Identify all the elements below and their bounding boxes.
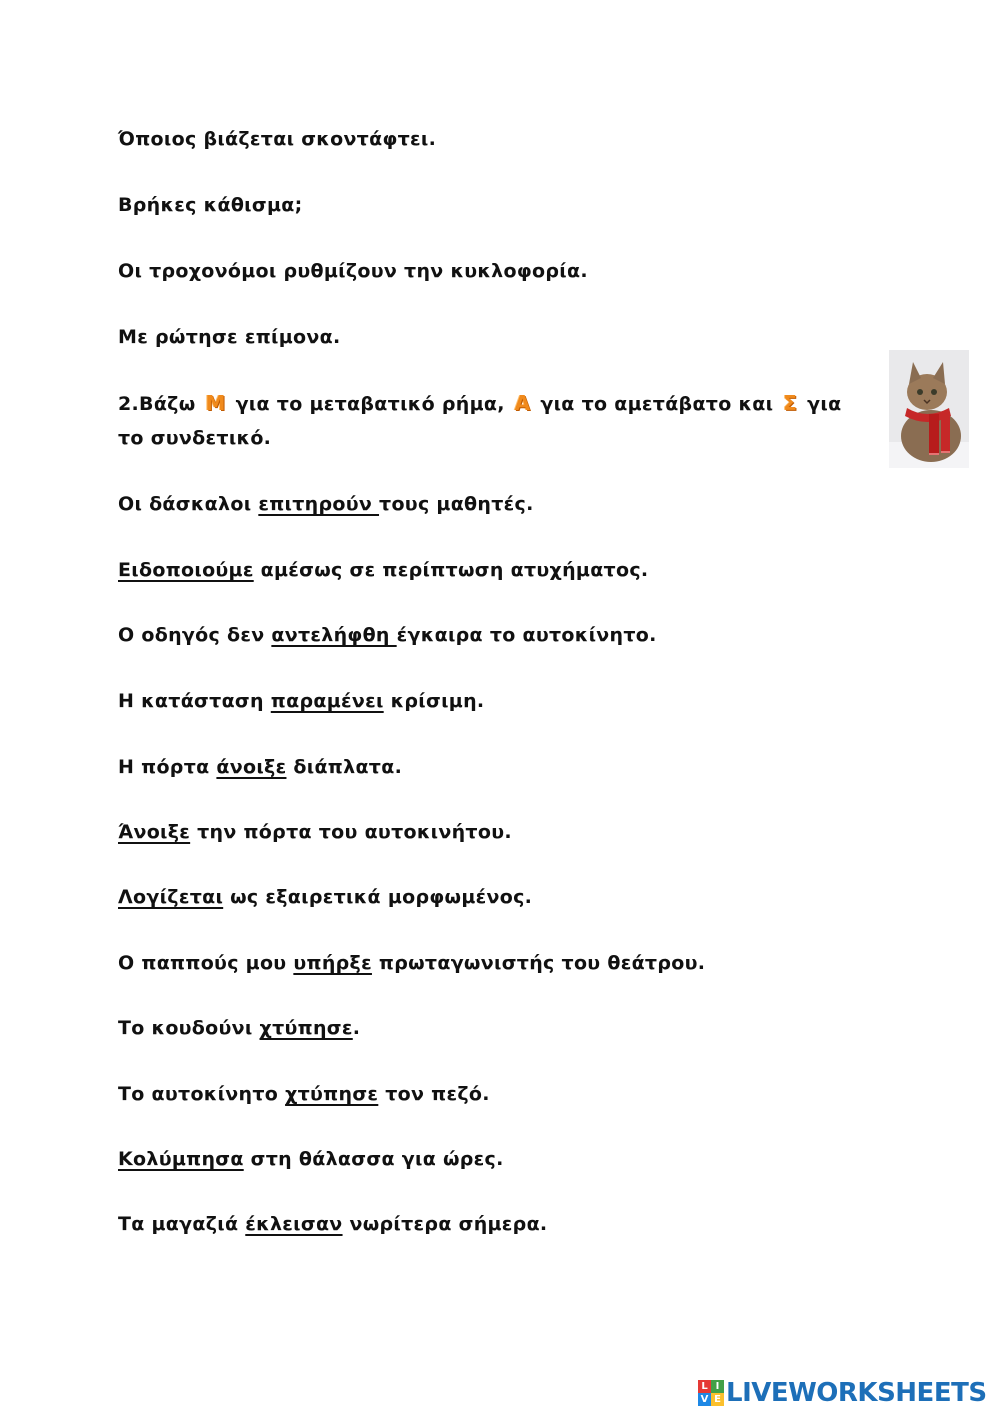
badge-a-icon: Α [514, 391, 531, 415]
underlined-verb: χτύπησε [259, 1017, 353, 1039]
instruction-text-4: για [807, 393, 842, 415]
underlined-verb: έκλεισαν [245, 1213, 343, 1235]
liveworksheets-mark-icon [698, 1380, 724, 1406]
sentence-text: Οι δάσκαλοι [118, 493, 259, 515]
badge-m-icon: Μ [205, 391, 226, 415]
underlined-verb: Κολύμπησα [118, 1148, 244, 1170]
exercise-sentence [118, 880, 858, 914]
underlined-verb: αντελήφθη [271, 624, 397, 646]
exercise-sentence [118, 1142, 858, 1176]
mark-letter: E [711, 1393, 724, 1406]
exercise-sentence [118, 1077, 858, 1111]
exercise-sentence [118, 618, 858, 652]
underlined-verb: υπήρξε [293, 952, 372, 974]
badge-s-icon: Σ [783, 391, 798, 415]
instruction-text-2: για το μεταβατικό ρήμα, [235, 393, 505, 415]
sentence-4: Με ρώτησε επίμονα. [118, 326, 341, 348]
exercise-sentence [118, 684, 858, 718]
sentence-text: διάπλατα. [286, 756, 403, 778]
sentence-text: τον πεζό. [378, 1083, 490, 1105]
sentence-text: . [352, 1017, 361, 1039]
sentence-2: Βρήκες κάθισμα; [118, 194, 303, 216]
sentence-text: Ο παππούς μου [118, 952, 294, 974]
exercise-sentence [118, 815, 858, 849]
sentence-text: αμέσως σε περίπτωση ατυχήματος. [253, 559, 649, 581]
liveworksheets-logo[interactable] [698, 1378, 987, 1408]
sentence-text: τους μαθητές. [379, 493, 534, 515]
underlined-verb: επιτηρούν [258, 493, 380, 515]
underlined-verb: χτύπησε [285, 1083, 379, 1105]
exercise-sentence [118, 946, 858, 980]
instruction-line-2: το συνδετικό. [118, 427, 272, 449]
sentence-text: Ο οδηγός δεν [118, 624, 272, 646]
sentence-1: Όποιος βιάζεται σκοντάφτει. [118, 128, 437, 150]
underlined-verb: Λογίζεται [118, 886, 224, 908]
underlined-verb: παραμένει [270, 690, 384, 712]
mark-letter: I [711, 1380, 724, 1393]
sentence-text: Η πόρτα [118, 756, 217, 778]
sentence-text: ως εξαιρετικά μορφωμένος. [223, 886, 533, 908]
instruction-text-3: για το αμετάβατο και [540, 393, 774, 415]
sentence-text: Το κουδούνι [118, 1017, 260, 1039]
underlined-verb: Ειδοποιούμε [118, 559, 254, 581]
mark-letter: L [698, 1380, 711, 1393]
sentence-text: Το αυτοκίνητο [118, 1083, 286, 1105]
sentence-text: Τα μαγαζιά [118, 1213, 246, 1235]
exercise-sentence [118, 487, 858, 521]
exercise-sentence [118, 750, 858, 784]
sentence-text: πρωταγωνιστής του θεάτρου. [371, 952, 706, 974]
sentence-text: Η κατάσταση [118, 690, 271, 712]
instruction-text-1: 2.Βάζω [118, 393, 196, 415]
exercise-sentence [118, 1207, 858, 1241]
exercise-sentence [118, 1011, 858, 1045]
sentence-text: κρίσιμη. [383, 690, 485, 712]
underlined-verb: Άνοιξε [118, 821, 191, 843]
sentence-text: έγκαιρα το αυτοκίνητο. [396, 624, 657, 646]
sentence-text: στη θάλασσα για ώρες. [243, 1148, 504, 1170]
underlined-verb: άνοιξε [216, 756, 287, 778]
sentence-text: την πόρτα του αυτοκινήτου. [190, 821, 512, 843]
cat-with-scarf-image [889, 350, 969, 468]
instruction-line-1 [118, 386, 858, 421]
sentence-text: νωρίτερα σήμερα. [342, 1213, 548, 1235]
sentence-3: Οι τροχονόμοι ρυθμίζουν την κυκλοφορία. [118, 260, 588, 282]
brand-name: LIVEWORKSHEETS [726, 1378, 987, 1408]
exercise-sentence [118, 553, 858, 587]
mark-letter: V [698, 1393, 711, 1406]
